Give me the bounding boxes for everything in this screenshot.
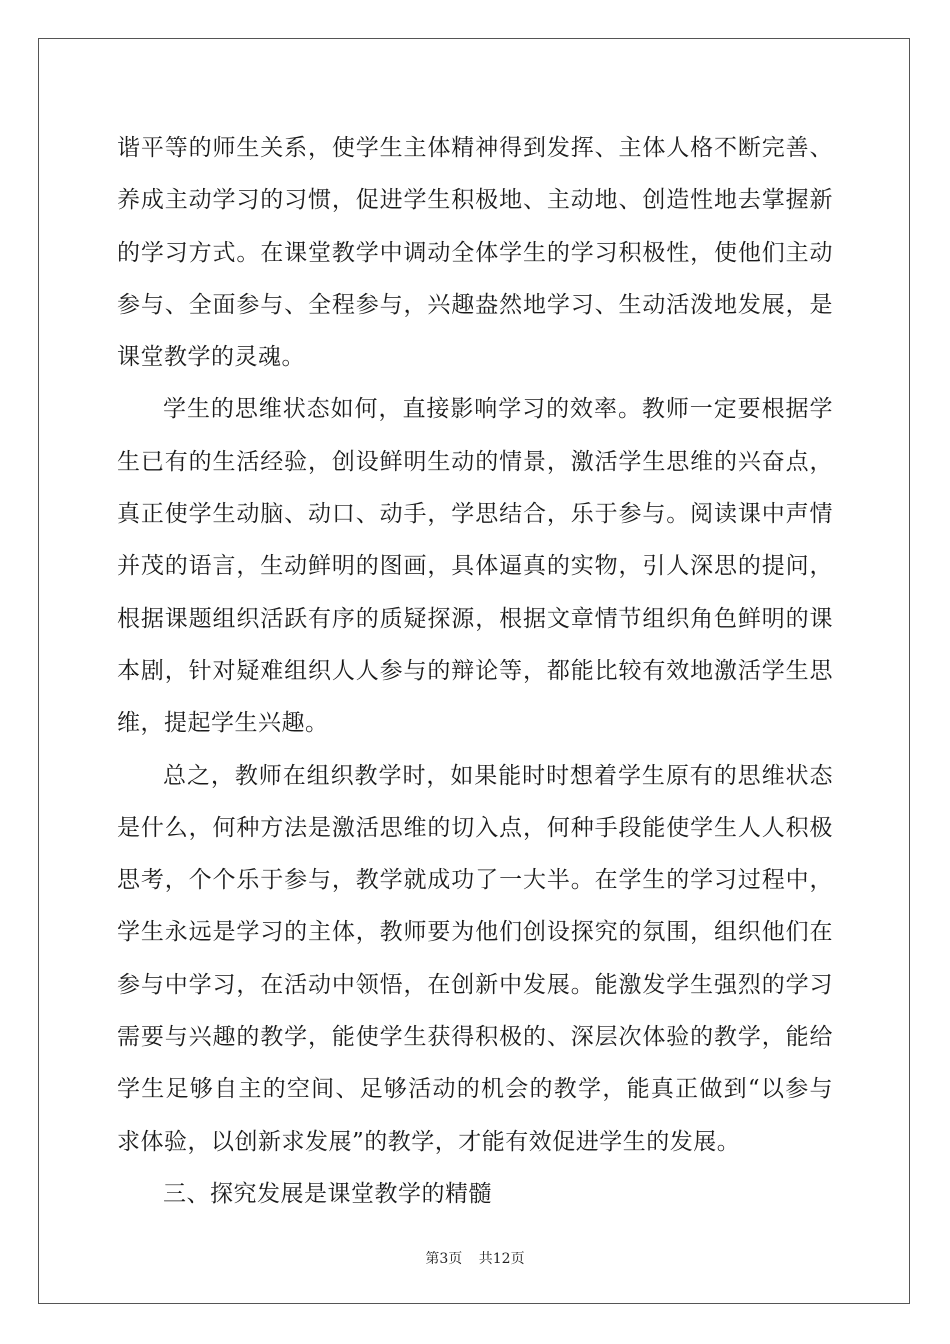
document-body <box>117 122 833 1220</box>
text-line: 是什么，何种方法是激活思维的切入点，何种手段能使学生人人积极 <box>117 814 833 841</box>
text-line: 谐平等的师生关系，使学生主体精神得到发挥、主体人格不断完善、 <box>117 135 833 161</box>
text-line: 需要与兴趣的教学，能使学生获得积极的、深层次体验的教学，能给 <box>117 1024 833 1051</box>
text-line: 本剧，针对疑难组织人人参与的辩论等，都能比较有效地激活学生思 <box>117 657 833 684</box>
text-line: 并茂的语言，生动鲜明的图画，具体逼真的实物，引人深思的提问， <box>117 553 833 580</box>
text-line: 学生永远是学习的主体，教师要为他们创设探究的氛围，组织他们在 <box>117 919 833 946</box>
paragraph-first-line: 学生的思维状态如何，直接影响学习的效率。教师一定要根据学 <box>163 396 833 423</box>
text-line: 养成主动学习的习惯，促进学生积极地、主动地、创造性地去掌握新 <box>117 187 833 214</box>
text-line: 维，提起学生兴趣。 <box>117 710 329 737</box>
text-line: 思考，个个乐于参与，教学就成功了一大半。在学生的学习过程中， <box>117 867 833 894</box>
text-line: 参与、全面参与、全程参与，兴趣盎然地学习、生动活泼地发展，是 <box>117 291 833 318</box>
text-line: 求体验，以创新求发展”的教学，才能有效促进学生的发展。 <box>117 1128 741 1155</box>
text-line: 学生足够自主的空间、足够活动的机会的教学，能真正做到“以参与 <box>117 1076 833 1103</box>
page-total: 共12页 <box>478 1251 525 1267</box>
text-line: 的学习方式。在课堂教学中调动全体学生的学习积极性，使他们主动 <box>117 239 833 266</box>
page-number: 第3页 <box>425 1251 463 1267</box>
page-footer <box>0 1248 950 1268</box>
paragraph-first-line: 总之，教师在组织教学时，如果能时时想着学生原有的思维状态 <box>163 762 833 789</box>
text-line: 参与中学习，在活动中领悟，在创新中发展。能激发学生强烈的学习 <box>117 971 833 998</box>
text-line: 真正使学生动脑、动口、动手，学思结合，乐于参与。阅读课中声情 <box>117 501 833 528</box>
text-line: 生已有的生活经验，创设鲜明生动的情景，激活学生思维的兴奋点， <box>117 448 833 475</box>
section-heading: 三、探究发展是课堂教学的精髓 <box>163 1180 492 1207</box>
text-line: 根据课题组织活跃有序的质疑探源，根据文章情节组织角色鲜明的课 <box>117 605 833 632</box>
text-line: 课堂教学的灵魂。 <box>117 344 305 371</box>
